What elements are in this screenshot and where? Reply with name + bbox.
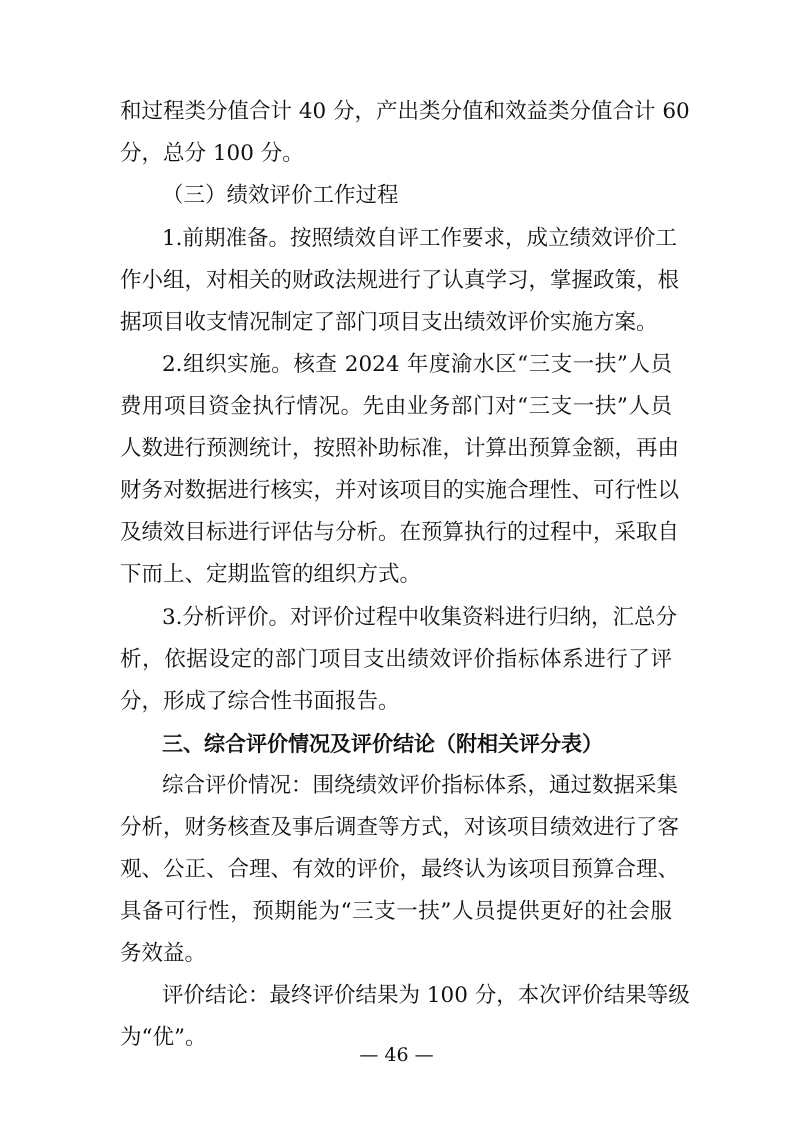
text-line: 具备可行性，预期能为“三支一扶”人员提供更好的社会服: [120, 899, 672, 924]
text-line: 2.组织实施。核查 2024 年度渝水区“三支一扶”人员: [162, 352, 672, 377]
text-line: 据项目收支情况制定了部门项目支出绩效评价实施方案。: [120, 310, 658, 335]
text-line: 观、公正、合理、有效的评价，最终认为该项目预算合理、: [120, 857, 680, 882]
text-line: 下而上、定期监管的组织方式。: [120, 562, 422, 587]
page-number: — 46 —: [359, 1044, 434, 1066]
text-line: 评价结论：最终评价结果为 100 分，本次评价结果等级: [162, 983, 690, 1008]
text-line: 3.分析评价。对评价过程中收集资料进行归纳，汇总分: [162, 605, 678, 630]
text-line: 为“优”。: [120, 1025, 207, 1050]
text-line: 及绩效目标进行评估与分析。在预算执行的过程中，采取自: [120, 520, 680, 545]
text-line: 分，形成了综合性书面报告。: [120, 689, 400, 714]
text-line: 分析，财务核查及事后调查等方式，对该项目绩效进行了客: [120, 815, 680, 840]
text-line: 费用项目资金执行情况。先由业务部门对“三支一扶”人员: [120, 394, 672, 419]
text-line: 综合评价情况：围绕绩效评价指标体系，通过数据采集: [162, 773, 679, 798]
text-line: 作小组，对相关的财政法规进行了认真学习，掌握政策，根: [120, 268, 680, 293]
text-line: 务效益。: [120, 941, 207, 966]
text-line: 析，依据设定的部门项目支出绩效评价指标体系进行了评: [120, 647, 672, 672]
section-heading: 三、综合评价情况及评价结论（附相关评分表）: [162, 732, 603, 756]
text-line: 和过程类分值合计 40 分，产出类分值和效益类分值合计 60: [120, 99, 690, 124]
text-line: 财务对数据进行核实，并对该项目的实施合理性、可行性以: [120, 478, 680, 503]
text-line: 人数进行预测统计，按照补助标准，计算出预算金额，再由: [120, 436, 680, 461]
section-subheading: （三）绩效评价工作过程: [162, 183, 399, 208]
text-line: 1.前期准备。按照绩效自评工作要求，成立绩效评价工: [162, 226, 678, 251]
text-line: 分，总分 100 分。: [120, 141, 304, 166]
